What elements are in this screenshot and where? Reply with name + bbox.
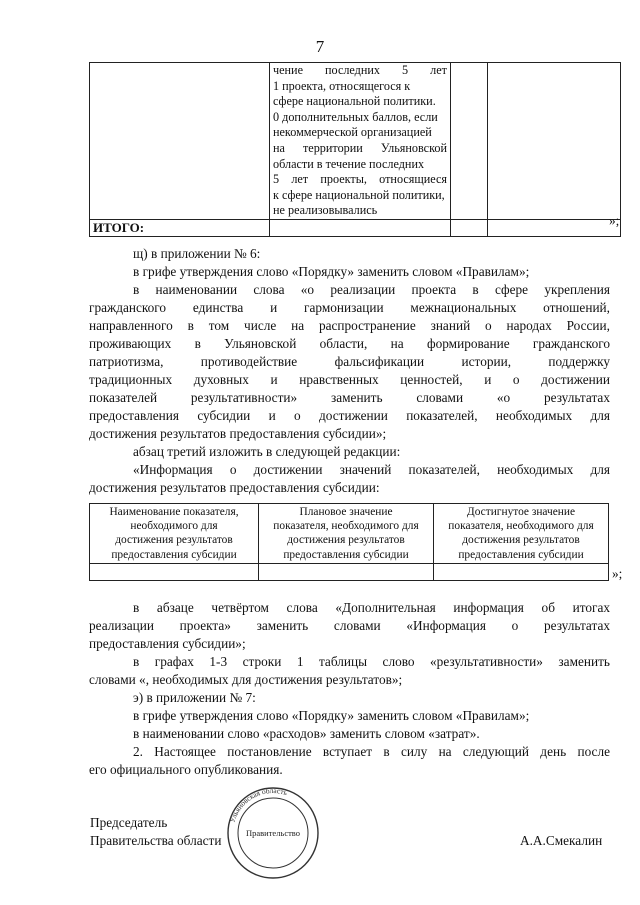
svg-text:Ульяновская область <box>228 786 290 824</box>
paragraph-line: достижения результатов предоставления субсидии»; <box>89 426 387 441</box>
signature-title: Председатель <box>90 815 168 830</box>
paragraph-line: направленного в том числе на распространение знаний о народах России, <box>89 318 610 333</box>
official-seal <box>226 786 320 880</box>
criteria-line: к сфере национальной политики, <box>273 187 445 202</box>
table-cell-empty <box>434 563 609 580</box>
paragraph-line: гражданского единства и гармонизации межнациональных отношений, <box>89 300 610 315</box>
signatory-name: А.А.Смекалин <box>520 833 603 848</box>
table-header-cell: Плановое значение показателя, необходимого для достижения результатов предоставления субсидии <box>259 504 434 564</box>
criteria-line: 0 дополнительных баллов, если <box>273 109 438 124</box>
paragraph-line: 2. Настоящее постановление вступает в силу на следующий день после <box>133 744 610 759</box>
paragraph-line: традиционных духовных и нравственных ценностей, и о достижении <box>89 372 610 387</box>
paragraph-line: щ) в приложении № 6: <box>133 246 261 261</box>
paragraph-line: реализации проекта» заменить словами «Информация о результатах <box>89 618 610 633</box>
criteria-table-fragment <box>89 62 621 237</box>
paragraph-line: «Информация о достижении значений показателей, необходимых для <box>133 462 610 477</box>
paragraph-line: э) в приложении № 7: <box>133 690 256 705</box>
table-cell-empty <box>451 219 488 236</box>
signature-title: Правительства области <box>90 833 222 848</box>
table-cell-empty <box>451 63 488 220</box>
paragraph-line: показателей результативности» заменить словами «о результатах <box>89 390 610 405</box>
paragraph-line: в абзаце четвёртом слова «Дополнительная информация об итогах <box>133 600 610 615</box>
indicators-table <box>89 503 609 581</box>
table-header-cell: Достигнутое значение показателя, необходимого для достижения результатов предоставления субсидии <box>434 504 609 564</box>
paragraph-line: в грифе утверждения слово «Порядку» заменить словом «Правилам»; <box>133 708 530 723</box>
table-cell-empty <box>488 63 621 220</box>
table-cell-empty <box>90 63 270 220</box>
criteria-line: на территории Ульяновской <box>273 140 447 155</box>
seal-ring-text: Ульяновская область <box>227 786 289 824</box>
paragraph-line: в наименовании слова «о реализации проекта в сфере укрепления <box>133 282 610 297</box>
criteria-line: области в течение последних <box>273 156 425 171</box>
criteria-line: сфере национальной политики. <box>273 94 436 109</box>
criteria-line: 1 проекта, относящегося к <box>273 78 411 93</box>
paragraph-line: его официального опубликования. <box>89 762 283 777</box>
table-cell-empty <box>259 563 434 580</box>
criteria-line: чение последних 5 лет <box>273 63 447 77</box>
paragraph-line: патриотизма, противодействие фальсификации истории, поддержку <box>89 354 610 369</box>
table-cell-empty <box>488 219 621 236</box>
quote-end-mark: »; <box>609 213 620 228</box>
table-cell-empty <box>270 219 451 236</box>
paragraph-line: в графах 1-3 строки 1 таблицы слово «результативности» заменить <box>133 654 610 669</box>
criteria-line: не реализовывались <box>273 203 378 218</box>
seal-center-text: Правительство <box>245 828 301 838</box>
paragraph-line: в грифе утверждения слово «Порядку» заменить словом «Правилам»; <box>133 264 530 279</box>
table-header-cell: Наименование показателя, необходимого для достижения результатов предоставления субсидии <box>90 504 259 564</box>
page-number: 7 <box>315 37 325 56</box>
table-cell-empty <box>90 563 259 580</box>
paragraph-line: предоставления субсидии и о достижении показателей, необходимых для <box>89 408 610 423</box>
paragraph-line: предоставления субсидии»; <box>89 636 246 651</box>
total-label: ИТОГО: <box>90 219 270 236</box>
paragraph-line: достижения результатов предоставления субсидии: <box>89 480 380 495</box>
quote-end-mark: »; <box>612 566 623 581</box>
criteria-line: некоммерческой организацией <box>273 125 432 140</box>
table-cell-criteria <box>270 63 451 220</box>
paragraph-line: проживающих в Ульяновской области, на формирование гражданского <box>89 336 610 351</box>
paragraph-line: словами «, необходимых для достижения результатов»; <box>89 672 403 687</box>
paragraph-line: абзац третий изложить в следующей редакции: <box>133 444 401 459</box>
paragraph-line: в наименовании слово «расходов» заменить словом «затрат». <box>133 726 480 741</box>
criteria-line: 5 лет проекты, относящиеся <box>273 172 447 187</box>
